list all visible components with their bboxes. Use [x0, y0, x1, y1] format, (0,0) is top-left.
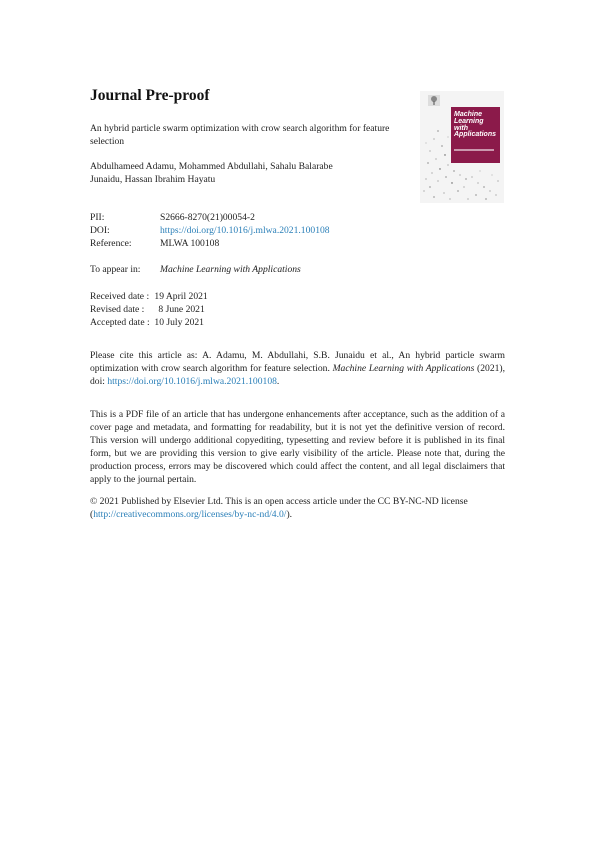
received-value: 19 April 2021	[154, 291, 208, 302]
journal-pre-proof-heading: Journal Pre-proof	[90, 87, 210, 104]
license-text: © 2021 Published by Elsevier Ltd. This is an open access article under the CC BY-NC-ND license	[90, 496, 468, 507]
citation-year: (2021), doi:	[90, 363, 506, 387]
accepted-row	[90, 316, 208, 329]
received-label: Received date :	[90, 291, 150, 302]
pii-value: S2666-8270(21)00054-2	[160, 212, 255, 223]
cover-title-box	[451, 107, 500, 163]
accepted-value: 10 July 2021	[154, 317, 204, 328]
pii-label: PII:	[90, 212, 105, 223]
citation-journal: Machine Learning with Applications	[332, 363, 475, 374]
elsevier-tree-icon	[428, 95, 440, 106]
citation-end: .	[276, 376, 280, 387]
license-open-paren: (	[90, 509, 94, 520]
pre-proof-notice: This is a PDF file of an article that has undergone enhancements after acceptance, such as the addition of a cover page and metadata, and formatting for readability, but it is not yet the definitive version of record. This version will undergo additional copyediting, typesetting and review before it is published in its final form, but we are providing this version to give early visibility of the article. Please note that, during the production process, errors may be discovered which could affect the content, and all legal disclaimers that apply to the journal pertain.	[90, 409, 505, 485]
cover-journal-title: Machine Learning with Applications	[454, 111, 497, 139]
to-appear-row	[90, 263, 301, 276]
license-close-paren: ).	[286, 509, 293, 520]
license-link[interactable]: http://creativecommons.org/licenses/by-nc-nd/4.0/	[93, 509, 287, 520]
revised-row	[90, 303, 208, 316]
dates-block	[90, 290, 208, 329]
license-paragraph	[90, 495, 505, 521]
pii-row	[90, 211, 255, 224]
journal-cover-image	[420, 91, 504, 203]
received-row	[90, 290, 208, 303]
cover-subtitle-bar	[454, 149, 494, 151]
revised-value: 8 June 2021	[158, 304, 205, 315]
journal-name: Machine Learning with Applications	[160, 264, 301, 275]
doi-label: DOI:	[90, 225, 110, 236]
reference-row	[90, 237, 219, 250]
citation-doi-link[interactable]: https://doi.org/10.1016/j.mlwa.2021.100108	[107, 376, 277, 387]
doi-row	[90, 224, 330, 237]
citation-paragraph	[90, 349, 505, 388]
article-title: An hybrid particle swarm optimization with crow search algorithm for feature selection	[90, 123, 390, 147]
reference-value: MLWA 100108	[160, 238, 220, 249]
revised-label: Revised date :	[90, 304, 145, 315]
doi-link[interactable]: https://doi.org/10.1016/j.mlwa.2021.100108	[160, 225, 330, 236]
reference-label: Reference:	[90, 238, 132, 249]
accepted-label: Accepted date :	[90, 317, 150, 328]
citation-text: Please cite this article as: A. Adamu, M. Abdullahi, S.B. Junaidu et al., An hybrid particle swarm optimization with crow search algorithm for feature selection.	[90, 350, 505, 374]
to-appear-label: To appear in:	[90, 264, 141, 275]
article-authors: Abdulhameed Adamu, Mohammed Abdullahi, Sahalu Balarabe Junaidu, Hassan Ibrahim Hayatu	[90, 161, 333, 185]
